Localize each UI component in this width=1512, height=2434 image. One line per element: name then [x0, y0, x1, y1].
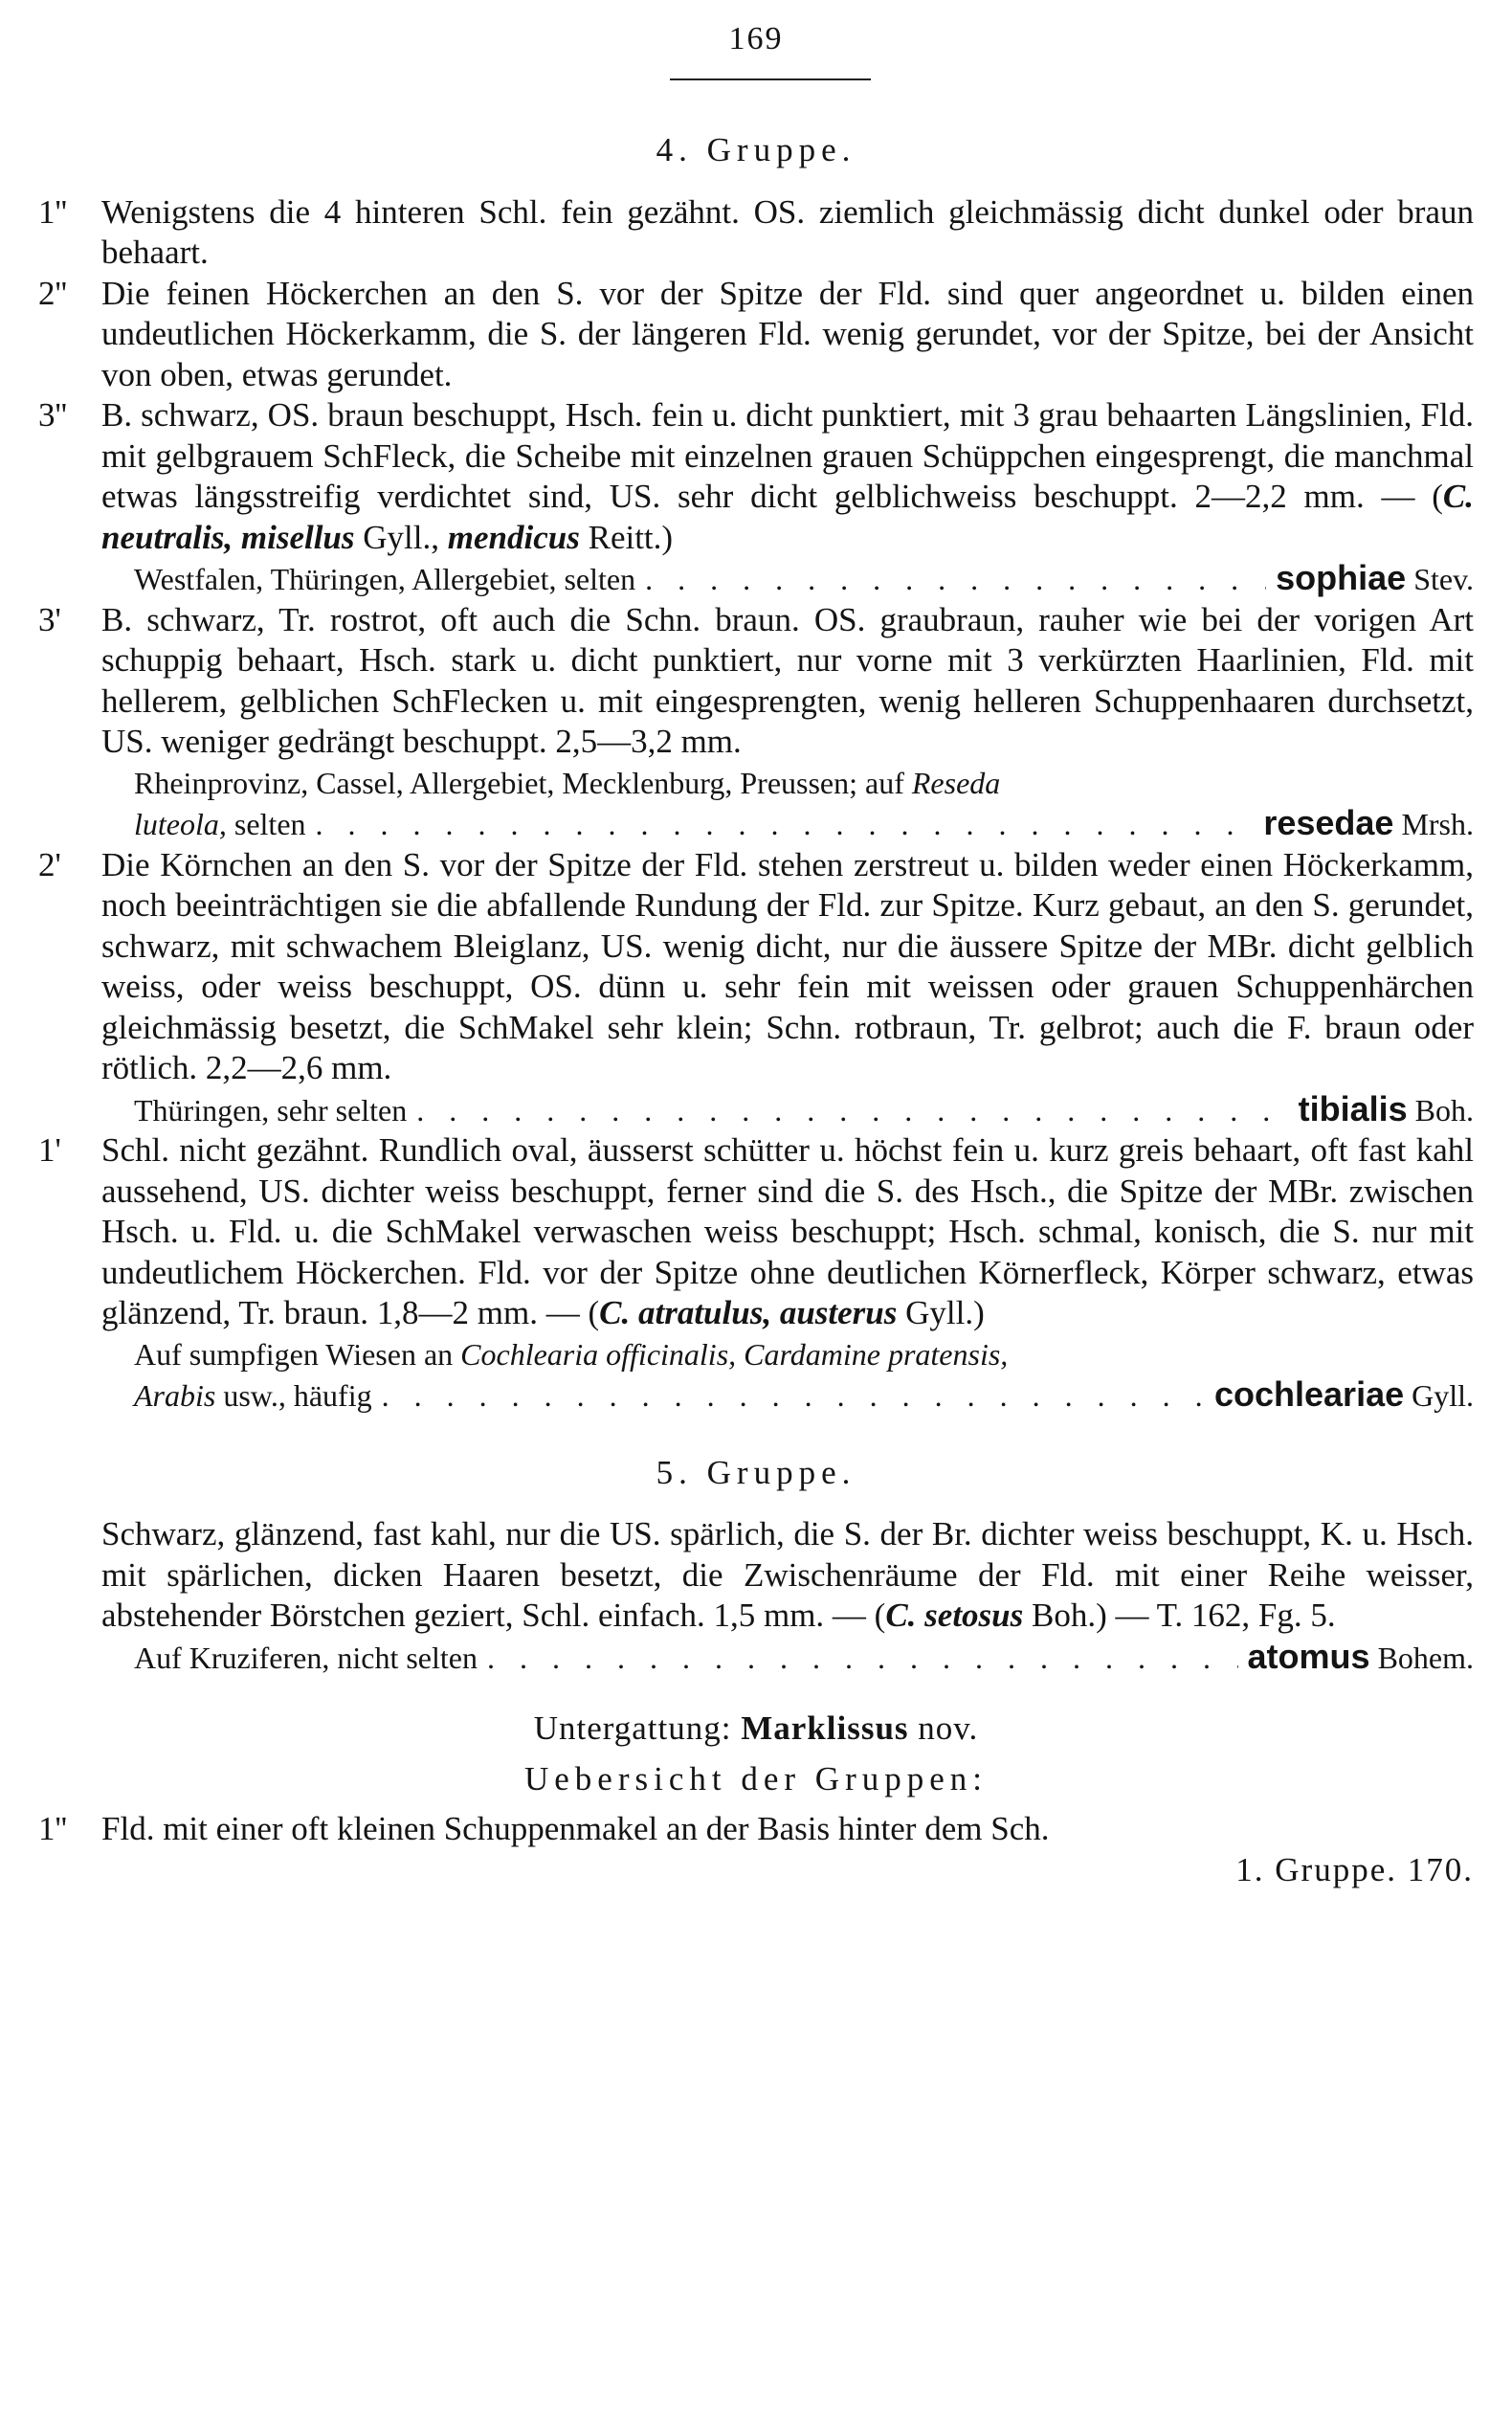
locality-text: usw., häufig	[215, 1378, 372, 1413]
synonym: C. neutralis, misellus	[101, 478, 1474, 556]
entry-text: B. schwarz, Tr. rostrot, oft auch die Schn. braun. OS. graubraun, rauher wie bei der vorigen Art schuppig behaart, Hsch. stark u. dicht punktiert, nur vorne mit 3 verkürzten Haarlinien, Fld. mit hellerem, gelblichen SchFlecken u. mit eingesprengten, wenig helleren Schuppenhaaren durchsetzt, US. weniger gedrängt beschuppt. 2,5—3,2 mm.	[101, 600, 1474, 760]
species-epithet: tibialis	[1298, 1088, 1408, 1128]
entry-text: B. schwarz, OS. braun beschuppt, Hsch. fein u. dicht punktiert, mit 3 grau behaarten Längslinien, Fld. mit gelbgrauem SchFleck, die Scheibe mit einzelnen grauen Schüppchen eingesprengt, die manchmal etwas längsstreifig verdichtet sind, US. sehr dicht gelblichweiss beschuppt. 2—2,2 mm. — (	[101, 396, 1474, 515]
host-plant: Arabis	[134, 1378, 216, 1413]
group-reference: 1. Gruppe. 170.	[1235, 1850, 1474, 1888]
species-author: Stev.	[1413, 562, 1474, 596]
locality-line	[38, 1089, 1474, 1131]
locality-line	[38, 1374, 1474, 1417]
species-name	[1276, 558, 1474, 600]
locality-text: Rheinprovinz, Cassel, Allergebiet, Mecklenburg, Preussen; auf	[134, 765, 904, 800]
overview-entry-1	[38, 1809, 1474, 1850]
locality-text: Auf Kruziferen, nicht selten	[134, 1640, 478, 1675]
locality-line	[38, 558, 1474, 600]
leader-dots	[645, 559, 1266, 600]
key-entry-5	[38, 845, 1474, 1089]
key-entry-3	[38, 395, 1474, 558]
synonym-author: Gyll.,	[354, 518, 448, 556]
key-entry-1	[38, 192, 1474, 274]
key-entry-6	[38, 1130, 1474, 1334]
entry-text: Schwarz, glänzend, fast kahl, nur die US. spärlich, die S. der Br. dichter weiss beschuppt, K. u. Hsch. mit spärlichen, dicken Haaren besetzt, die Zwischenräume der Fld. mit einer Reihe weisser, abstehender Börstchen geziert, Schl. einfach. 1,5 mm. — (	[101, 1515, 1474, 1634]
species-author: Mrsh.	[1401, 807, 1474, 841]
entry-number: 1''	[38, 1810, 68, 1847]
synonym: mendicus	[447, 518, 580, 556]
entry-number: 3''	[38, 396, 68, 434]
subgenus-suffix: nov.	[918, 1709, 979, 1747]
locality-line	[38, 803, 1474, 845]
species-name	[1214, 1374, 1474, 1417]
entry-text: Die Körnchen an den S. vor der Spitze der Fld. stehen zerstreut u. bilden weder einen Höckerkamm, noch beeinträchtigen sie die abfallende Rundung der Fld. zur Spitze. Kurz gebaut, an den S. gerundet, schwarz, mit schwachem Bleiglanz, US. wenig dicht, nur die äussere Spitze der MBr. dicht gelblich weiss, oder weiss beschuppt, OS. dünn u. sehr fein mit weissen oder grauen Schuppenhärchen gleichmässig besetzt, die SchMakel sehr klein; Schn. rotbraun, Tr. gelbrot; auch die F. braun oder rötlich. 2,2—2,6 mm.	[101, 845, 1474, 1086]
group5-description	[38, 1514, 1474, 1637]
species-author: Bohem.	[1377, 1640, 1474, 1675]
group4-heading: 4. Gruppe.	[656, 131, 856, 168]
entry-text: Fld. mit einer oft kleinen Schuppenmakel an der Basis hinter dem Sch.	[101, 1810, 1050, 1847]
locality-text: Westfalen, Thüringen, Allergebiet, selten	[134, 562, 636, 596]
species-name	[1299, 1089, 1474, 1131]
subgenus-line	[38, 1708, 1474, 1750]
subgenus-label: Untergattung:	[533, 1709, 732, 1747]
group5-heading: 5. Gruppe.	[656, 1453, 856, 1491]
locality-text: Auf sumpfigen Wiesen an	[134, 1336, 461, 1372]
synonym: C. setosus	[885, 1597, 1024, 1634]
synonym-end: Reitt.)	[579, 518, 674, 556]
species-epithet: resedae	[1263, 803, 1394, 842]
overview-heading: Uebersicht der Gruppen:	[524, 1759, 988, 1798]
species-epithet: atomus	[1247, 1636, 1370, 1676]
synonym-end: Gyll.)	[897, 1294, 985, 1331]
key-entry-2	[38, 274, 1474, 396]
entry-number: 3'	[38, 600, 61, 638]
locality-line	[38, 1334, 1474, 1375]
key-entry-4	[38, 600, 1474, 763]
host-plant: luteola,	[134, 807, 227, 841]
species-epithet: cochleariae	[1213, 1374, 1405, 1414]
main-text	[38, 124, 1474, 1890]
species-author: Boh.	[1414, 1092, 1474, 1128]
locality-text: Thüringen, sehr selten	[134, 1092, 408, 1128]
subgenus-name: Marklissus	[741, 1709, 909, 1747]
leader-dots	[316, 804, 1255, 845]
locality-line	[38, 1637, 1474, 1679]
leader-dots	[416, 1090, 1288, 1131]
host-plant: Reseda	[911, 765, 1001, 800]
page-number: 169	[728, 21, 784, 56]
species-epithet: sophiae	[1276, 558, 1407, 597]
entry-text: Schl. nicht gezähnt. Rundlich oval, äusserst schütter u. höchst fein u. kurz greis behaart, oft fast kahl aussehend, US. dichter weiss beschuppt, ferner sind die S. des Hsch., die Spitze der MBr. zwischen Hsch. u. Fld. u. die SchMakel verwaschen weiss beschuppt; Hsch. schmal, konisch, die S. nur mit undeutlichem Höckerchen. Fld. vor der Spitze ohne deutlichen Körnerfleck, Körper schwarz, etwas glänzend, Tr. braun. 1,8—2 mm. — (	[101, 1131, 1474, 1331]
leader-dots	[487, 1638, 1238, 1679]
page-number-rule	[670, 78, 871, 80]
species-name	[1248, 1637, 1474, 1679]
synonym-end: Boh.) — T. 162, Fg. 5.	[1023, 1597, 1336, 1634]
entry-number: 1'	[38, 1131, 61, 1169]
entry-number: 1''	[38, 192, 68, 231]
synonym: C. atratulus, austerus	[599, 1294, 898, 1331]
species-name	[1263, 803, 1474, 845]
host-plant: Cochlearia officinalis, Cardamine pratensis,	[460, 1336, 1009, 1372]
entry-number: 2''	[38, 274, 68, 312]
species-author: Gyll.	[1412, 1378, 1474, 1413]
entry-text: Die feinen Höckerchen an den S. vor der Spitze der Fld. sind quer angeordnet u. bilden einen undeutlichen Höckerkamm, die S. der längeren Fld. wenig gerundet, vor der Spitze, bei der Ansicht von oben, etwas gerundet.	[101, 274, 1474, 393]
entry-text: Wenigstens die 4 hinteren Schl. fein gezähnt. OS. ziemlich gleichmässig dicht dunkel oder braun behaart.	[101, 192, 1474, 271]
locality-text: selten	[226, 807, 306, 841]
leader-dots	[382, 1375, 1205, 1417]
entry-number: 2'	[38, 845, 61, 883]
locality-line	[38, 763, 1474, 804]
